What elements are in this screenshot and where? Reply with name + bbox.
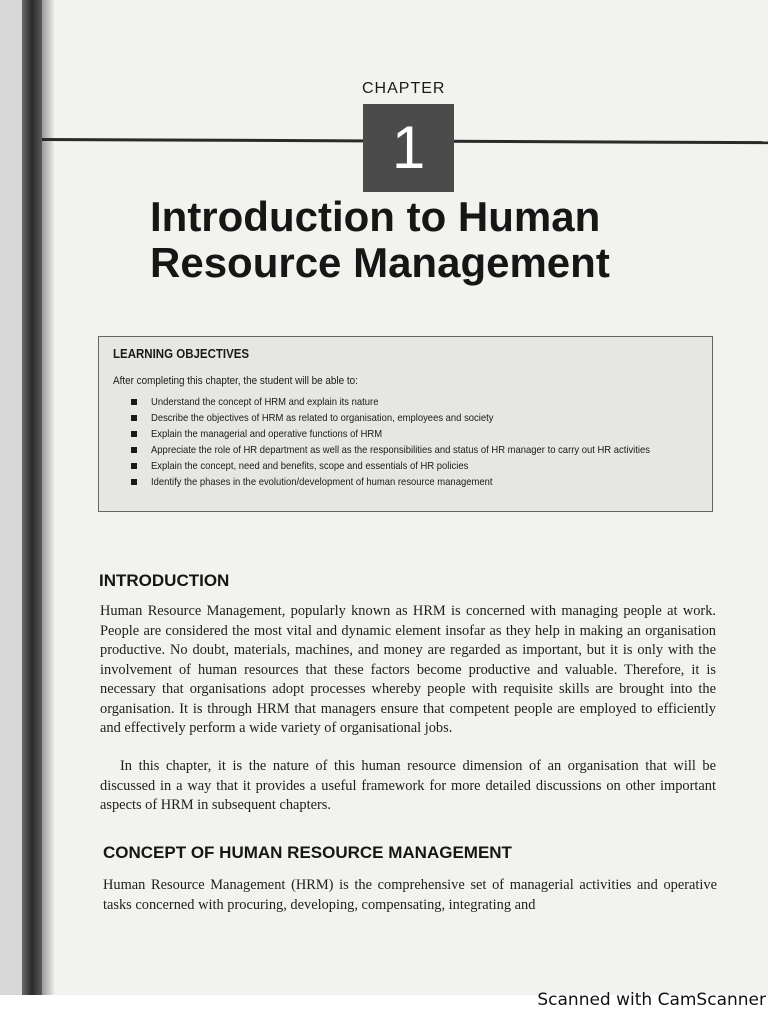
objective-item: Describe the objectives of HRM as related to organisation, employees and society <box>129 411 699 425</box>
objectives-heading: LEARNING OBJECTIVES <box>113 347 250 361</box>
learning-objectives-box <box>98 336 713 512</box>
square-bullet-icon <box>131 415 137 421</box>
concept-paragraph: Human Resource Management (HRM) is the comprehensive set of managerial activities and operative tasks concerned with procuring, developing, compensating, integrating and <box>103 877 717 913</box>
objective-item: Understand the concept of HRM and explain its nature <box>129 395 699 409</box>
chapter-number-box: 1 <box>363 104 454 192</box>
objective-item: Appreciate the role of HR department as well as the responsibilities and status of HR manager to carry out HR activities <box>129 443 699 457</box>
objective-item: Explain the managerial and operative functions of HRM <box>129 427 699 441</box>
square-bullet-icon <box>131 399 137 405</box>
book-gutter <box>42 0 54 1000</box>
square-bullet-icon <box>131 479 137 485</box>
introduction-heading: INTRODUCTION <box>99 571 230 590</box>
square-bullet-icon <box>131 447 137 453</box>
square-bullet-icon <box>131 463 137 469</box>
introduction-paragraph: In this chapter, it is the nature of this human resource dimension of an organisation that will be discussed in a way that it provides a useful framework for more detailed discussions on other important aspects of HRM in subsequent chapters. <box>100 758 716 813</box>
chapter-label: CHAPTER <box>362 80 446 97</box>
objectives-intro: After completing this chapter, the student will be able to: <box>113 375 358 387</box>
chapter-title: Introduction to Human Resource Management <box>150 193 610 286</box>
book-edge <box>0 0 22 1000</box>
camscanner-watermark: Scanned with CamScanner <box>537 990 766 1010</box>
objective-item: Identify the phases in the evolution/development of human resource management <box>129 475 699 489</box>
objectives-list <box>129 395 699 491</box>
objective-item: Explain the concept, need and benefits, scope and essentials of HR policies <box>129 459 699 473</box>
book-spine-shadow <box>22 0 42 1000</box>
square-bullet-icon <box>131 431 137 437</box>
introduction-paragraph: Human Resource Management, popularly known as HRM is concerned with managing people at work. People are considered the most vital and dynamic element insofar as they help in making an organisation productive. No doubt, materials, machines, and money are regarded as important, but it is only with the involvement of human resources that these factors become productive and valuable. Therefore, it is necessary that organisations adopt processes whereby people with requisite skills are brought into the organisation. It is through HRM that managers ensure that competent people are employed to efficiently and effectively perform a wide variety of organisational jobs. <box>100 603 716 736</box>
concept-heading: CONCEPT OF HUMAN RESOURCE MANAGEMENT <box>103 843 512 862</box>
